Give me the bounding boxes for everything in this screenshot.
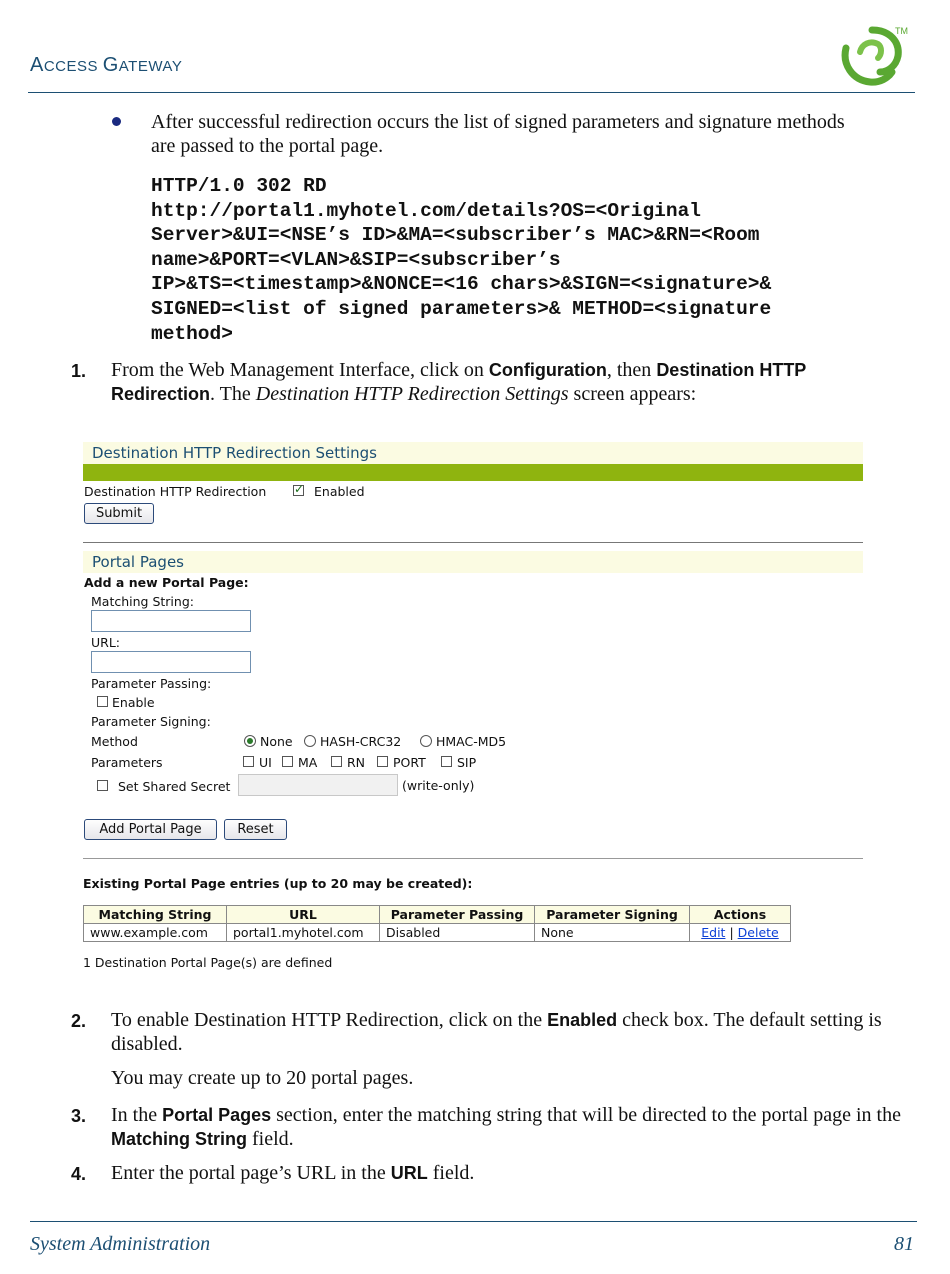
- step-4-text: Enter the portal page’s URL in the URL field.: [111, 1162, 475, 1184]
- table-divider: [83, 858, 863, 859]
- table-header-row: [84, 906, 791, 924]
- cell-url: portal1.myhotel.com: [227, 924, 380, 942]
- method-crc32-label: HASH-CRC32: [320, 734, 402, 749]
- parameter-signing-label: Parameter Signing:: [91, 714, 211, 729]
- url-input[interactable]: [91, 651, 251, 673]
- submit-button[interactable]: Submit: [84, 503, 154, 524]
- enable-passing-checkbox[interactable]: [97, 696, 108, 707]
- cell-actions: [690, 924, 791, 942]
- matching-string-input[interactable]: [91, 610, 251, 632]
- enable-label: Enable: [112, 695, 155, 710]
- parameters-label: Parameters: [91, 755, 163, 770]
- green-title-bar: [83, 464, 863, 481]
- step-2-number: 2.: [71, 1011, 87, 1031]
- col-parameter-signing: Parameter Signing: [535, 906, 690, 924]
- step-1-text: From the Web Management Interface, click on Configuration, then Destination HTTP Redirection. The Destination HTTP Redirection Settings screen appears:: [111, 359, 806, 405]
- cell-parameter-signing: None: [535, 924, 690, 942]
- portal-pages-title: Portal Pages: [83, 551, 863, 573]
- reset-button[interactable]: Reset: [224, 819, 287, 840]
- param-ui-checkbox[interactable]: [243, 756, 254, 767]
- method-none-label: None: [260, 734, 293, 749]
- method-md5-label: HMAC-MD5: [436, 734, 507, 749]
- param-ma-label: MA: [298, 755, 318, 770]
- header-ateway: ATEWAY: [118, 58, 183, 75]
- step-2-subtext: You may create up to 20 portal pages.: [111, 1067, 414, 1089]
- param-rn-checkbox[interactable]: [331, 756, 342, 767]
- step-2-text: To enable Destination HTTP Redirection, click on the Enabled check box. The default setting is disabled.: [111, 1009, 882, 1055]
- bullet-paragraph: After successful redirection occurs the list of signed parameters and signature methods are passed to the portal page.: [151, 111, 845, 157]
- running-header: [30, 54, 182, 77]
- col-url: URL: [227, 906, 380, 924]
- col-matching-string: Matching String: [84, 906, 227, 924]
- url-label: URL:: [91, 635, 121, 650]
- redirection-settings-screenshot: [83, 440, 863, 980]
- step-1-number: 1.: [71, 361, 87, 381]
- method-none-radio[interactable]: [244, 735, 256, 747]
- param-rn-label: RN: [347, 755, 366, 770]
- shared-secret-checkbox[interactable]: [97, 780, 108, 791]
- trademark-mark: TM: [895, 26, 908, 36]
- method-md5-radio[interactable]: [420, 735, 432, 747]
- add-portal-page-button[interactable]: Add Portal Page: [84, 819, 217, 840]
- shared-secret-label: Set Shared Secret: [118, 779, 231, 794]
- delete-link[interactable]: Delete: [737, 925, 779, 940]
- write-only-note: (write-only): [402, 778, 475, 793]
- enabled-checkbox[interactable]: [293, 485, 304, 496]
- table-row: [84, 924, 791, 942]
- method-crc32-radio[interactable]: [304, 735, 316, 747]
- matching-string-label: Matching String:: [91, 594, 194, 609]
- step-3-number: 3.: [71, 1106, 87, 1126]
- redirect-label: Destination HTTP Redirection: [84, 484, 267, 499]
- col-actions: Actions: [690, 906, 791, 924]
- parameter-passing-label: Parameter Passing:: [91, 676, 212, 691]
- shared-secret-input[interactable]: [238, 774, 398, 796]
- portal-pages-table: [83, 905, 791, 942]
- company-logo: [832, 22, 912, 90]
- col-parameter-passing: Parameter Passing: [380, 906, 535, 924]
- step-3-text: In the Portal Pages section, enter the matching string that will be directed to the portal page in the Matching String field.: [111, 1104, 901, 1150]
- action-separator: |: [729, 925, 734, 940]
- settings-title: Destination HTTP Redirection Settings: [83, 442, 863, 464]
- cell-matching-string: www.example.com: [84, 924, 227, 942]
- header-g: G: [102, 54, 119, 76]
- footer-rule: [30, 1221, 917, 1222]
- bullet-dot: [112, 117, 121, 126]
- param-port-checkbox[interactable]: [377, 756, 388, 767]
- step-4-number: 4.: [71, 1164, 87, 1184]
- add-new-heading: Add a new Portal Page:: [84, 575, 249, 590]
- cell-parameter-passing: Disabled: [380, 924, 535, 942]
- method-label: Method: [91, 734, 138, 749]
- http-redirect-code: HTTP/1.0 302 RD http://portal1.myhotel.com/details?OS=<Original Server>&UI=<NSE’s ID>&MA=<subscriber’s MAC>&RN=<Room name>&PORT=<VLAN>&SIP=<subscriber’s IP>&TS=<timestamp>&NONCE=<16 chars>&SIGN=<signature>& SIGNED=<list of signed parameters>& METHOD=<signature method>: [151, 175, 772, 345]
- param-sip-checkbox[interactable]: [441, 756, 452, 767]
- page-number: 81: [894, 1233, 914, 1255]
- footer-section-title: System Administration: [30, 1233, 211, 1255]
- edit-link[interactable]: Edit: [701, 925, 726, 940]
- section-divider: [83, 542, 863, 543]
- param-ui-label: UI: [259, 755, 272, 770]
- header-a: A: [30, 54, 44, 76]
- existing-entries-heading: Existing Portal Page entries (up to 20 may be created):: [83, 876, 473, 891]
- defined-count: 1 Destination Portal Page(s) are defined: [83, 955, 333, 970]
- enabled-label: Enabled: [314, 484, 365, 499]
- param-ma-checkbox[interactable]: [282, 756, 293, 767]
- header-ccess: CCESS: [43, 58, 103, 75]
- param-sip-label: SIP: [457, 755, 477, 770]
- param-port-label: PORT: [393, 755, 426, 770]
- header-rule: [28, 92, 915, 93]
